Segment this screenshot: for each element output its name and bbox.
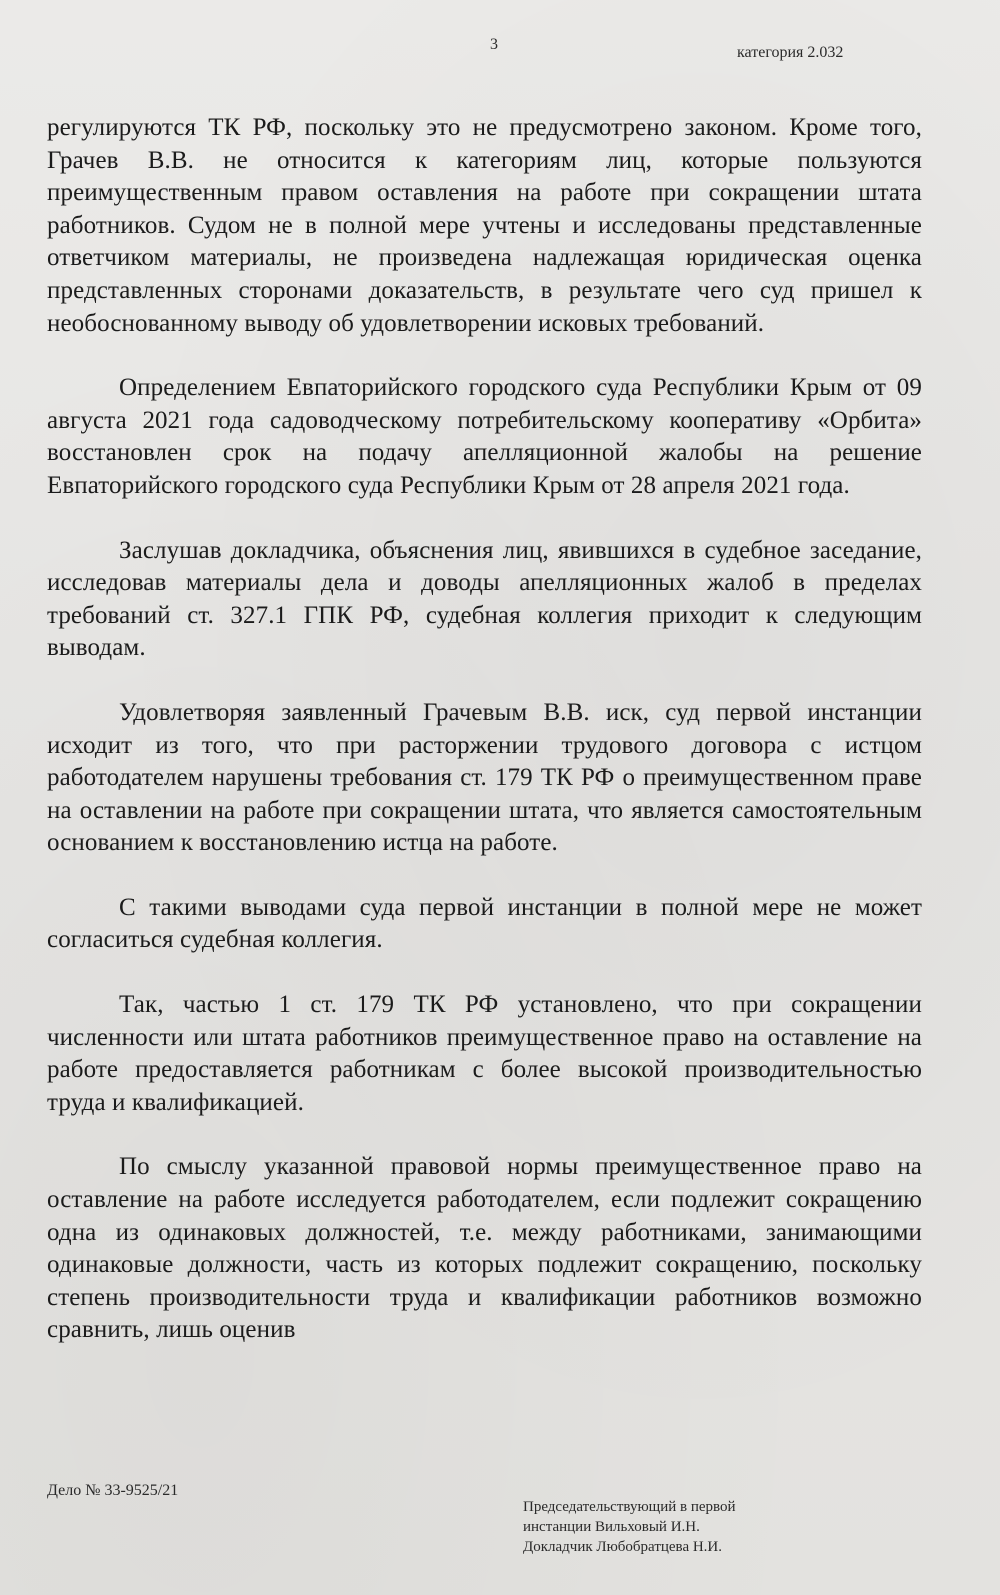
footer-judges <box>523 1497 736 1557</box>
document-body <box>47 112 922 1379</box>
reporter-line: Докладчик Любобратцева Н.И. <box>523 1539 723 1555</box>
paragraph-first-instance: Удовлетворяя заявленный Грачевым В.В. иск, суд первой инстанции исходит из того, что при расторжении трудового договора с истцом работодателем нарушены требования ст. 179 ТК РФ о преимущественном праве на оставлении на работе при сокращении штата, что является самостоятельным основанием к восстановлению истца на работе. <box>47 698 922 857</box>
paragraph-ruling: Определением Евпаторийского городского суда Республики Крым от 09 августа 2021 года садоводческому потребительскому кооперативу «Орбита» восстановлен срок на подачу апелляционной жалобы на решение Евпаторийского городского суда Республики Крым от 28 апреля 2021 года. <box>47 374 922 499</box>
paragraph-norm-meaning: По смыслу указанной правовой нормы преимущественное право на оставление на работе исследуется работодателем, если подлежит сокращению одна из одинаковых должностей, т.е. между работниками, занимающими одинаковые должности, часть из которых подлежит сокращению, поскольку степень производительности труда и квалификации работников возможно сравнить, лишь оценив <box>47 1153 922 1344</box>
paragraph-article-179: Так, частью 1 ст. 179 ТК РФ установлено, что при сокращении численности или штата работников преимущественное право на оставление на работе предоставляется работникам с более высокой производительностью труда и квалификацией. <box>47 991 922 1116</box>
presiding-line-1: Председательствующий в первой <box>523 1499 736 1515</box>
paragraph-hearing: Заслушав докладчика, объяснения лиц, явившихся в судебное заседание, исследовав материалы дела и доводы апелляционных жалоб в пределах требований ст. 327.1 ГПК РФ, судебная коллегия приходит к следующим выводам. <box>47 536 922 662</box>
page-number: 3 <box>490 36 498 53</box>
case-number: Дело № 33-9525/21 <box>47 1482 179 1499</box>
paragraph-disagreement: С такими выводами суда первой инстанции в полной мере не может согласиться судебная коллегия. <box>47 893 922 954</box>
presiding-line-2: инстанции Вильховый И.Н. <box>523 1519 700 1535</box>
category-label: категория 2.032 <box>737 44 844 61</box>
paragraph-continuation: регулируются ТК РФ, поскольку это не предусмотрено законом. Кроме того, Грачев В.В. не относится к категориям лиц, которые пользуются преимущественным правом оставления на работе при сокращении штата работников. Судом не в полной мере учтены и исследованы представленные ответчиком материалы, не произведена надлежащая юридическая оценка представленных сторонами доказательств, в результате чего суд пришел к необоснованному выводу об удовлетворении исковых требований. <box>47 114 922 337</box>
